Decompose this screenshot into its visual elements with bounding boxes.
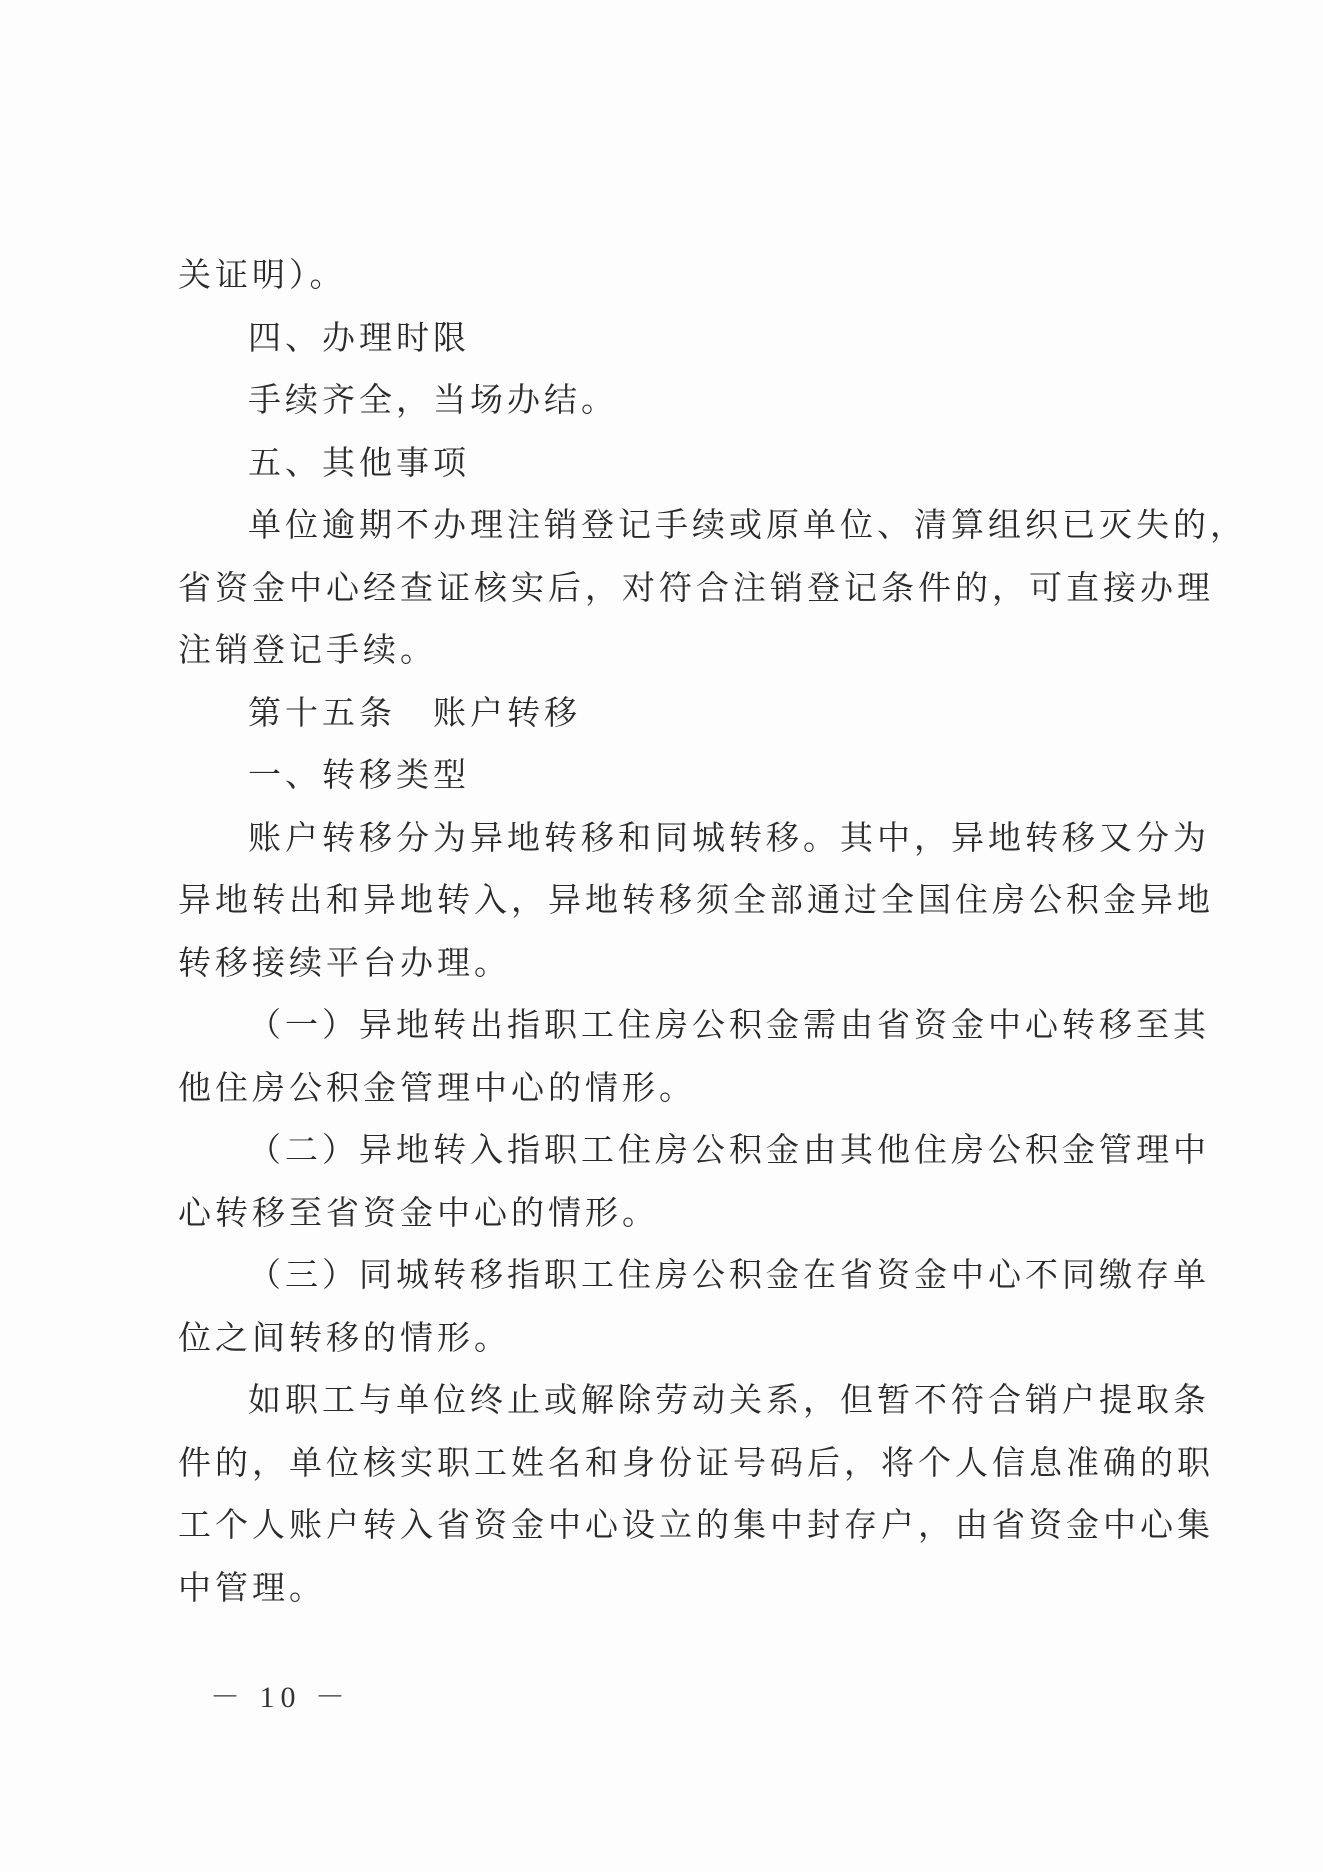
article-heading: 第十五条 账户转移 [248, 692, 581, 732]
text-line: 关证明）。 [178, 255, 347, 294]
section-heading: 一、转移类型 [248, 755, 470, 794]
document-body [178, 244, 1247, 1619]
text-line: （三）同城转移指职工住房公积金在省资金中心不同缴存单 [248, 1255, 1210, 1294]
text-line: 异地转出和异地转入，异地转移须全部通过全国住房公积金异地 [178, 880, 1214, 919]
text-line: 账户转移分为异地转移和同城转移。其中，异地转移又分为 [248, 817, 1210, 857]
text-line: 手续齐全，当场办结。 [248, 380, 618, 419]
section-heading: 五、其他事项 [248, 442, 470, 482]
text-line: 心转移至省资金中心的情形。 [178, 1192, 659, 1232]
text-line: （一）异地转出指职工住房公积金需由省资金中心转移至其 [248, 1005, 1210, 1044]
text-line: 省资金中心经查证核实后，对符合注销登记条件的，可直接办理 [178, 567, 1214, 607]
text-line: （二）异地转入指职工住房公积金由其他住房公积金管理中 [248, 1130, 1210, 1169]
page-number: － 10 － [210, 1681, 351, 1714]
text-line: 位之间转移的情形。 [178, 1317, 511, 1357]
text-line: 如职工与单位终止或解除劳动关系，但暂不符合销户提取条 [248, 1380, 1210, 1419]
text-line: 注销登记手续。 [178, 630, 437, 669]
text-line: 单位逾期不办理注销登记手续或原单位、清算组织已灭失的， [248, 505, 1247, 544]
section-heading: 四、办理时限 [248, 317, 470, 357]
text-line: 中管理。 [178, 1567, 326, 1607]
text-line: 他住房公积金管理中心的情形。 [178, 1067, 696, 1107]
text-line: 工个人账户转入省资金中心设立的集中封存户，由省资金中心集 [178, 1505, 1214, 1544]
text-line: 转移接续平台办理。 [178, 942, 511, 982]
text-line: 件的，单位核实职工姓名和身份证号码后，将个人信息准确的职 [178, 1442, 1214, 1482]
